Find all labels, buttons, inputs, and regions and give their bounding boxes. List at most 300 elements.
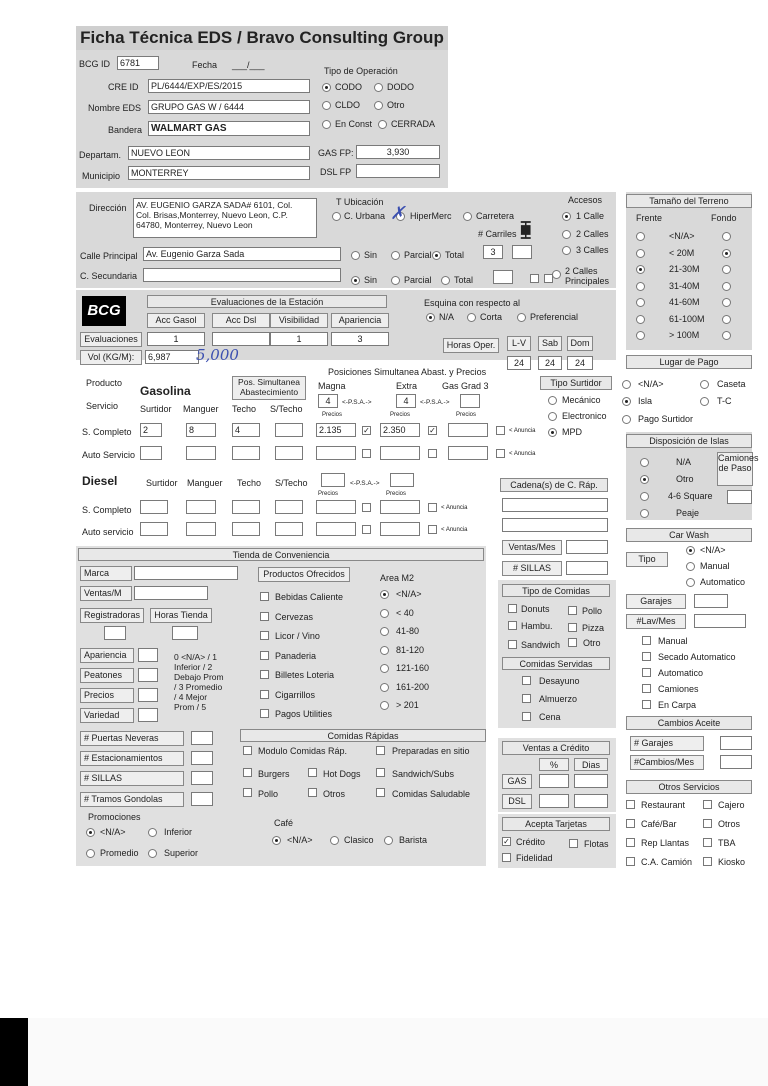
dsl-precios2-label: Precios (386, 491, 407, 497)
estacionamientos-field[interactable] (191, 751, 213, 765)
producto-check-1[interactable] (260, 612, 269, 621)
otro-op-radio[interactable] (374, 101, 383, 110)
variedad-field[interactable] (138, 708, 158, 722)
fondo-radio-2[interactable] (722, 265, 731, 274)
credito-title: Ventas a Crédito (502, 741, 610, 755)
cadena-sillas-label: # SILLAS (502, 561, 562, 576)
cre-id-label: CRE ID (108, 82, 139, 92)
frente-radio-5[interactable] (636, 315, 645, 324)
carriles-field[interactable]: 3 (483, 245, 503, 259)
acc-gasol-header: Acc Gasol (147, 313, 205, 328)
gas-as-manguer[interactable] (186, 446, 216, 460)
pos-sim-header: Pos. Simultanea Abastecimiento (232, 376, 306, 400)
sin-radio-1[interactable] (351, 251, 360, 260)
preparadas-check[interactable] (376, 746, 385, 755)
cena-label: Cena (539, 712, 561, 722)
gas3-precios-label: Precios (456, 412, 477, 418)
dsl-psa-field[interactable] (321, 473, 345, 487)
apariencia-value[interactable]: 3 (331, 332, 389, 346)
magna-psa-label: <-P.S.A.-> (342, 399, 372, 406)
dsl-as-check[interactable] (362, 525, 371, 534)
municipio-label: Municipio (82, 171, 121, 181)
dsl-as-surtidor[interactable] (140, 522, 168, 536)
pago-na-radio[interactable] (622, 380, 631, 389)
total-radio-1[interactable] (432, 251, 441, 260)
credito-gas-dias[interactable] (574, 774, 608, 788)
gas3-precio-field[interactable] (448, 423, 488, 437)
evaluaciones-button[interactable]: Evaluaciones (80, 332, 142, 347)
modulo-label: Modulo Comidas Ráp. (258, 746, 348, 756)
lv-value[interactable]: 24 (507, 356, 531, 370)
dsl-sc-check2[interactable] (428, 503, 437, 512)
aceite-garajes-label: # Garajes (630, 736, 704, 751)
gas-s-completo-label: S. Completo (82, 427, 132, 437)
otros-check-5[interactable] (703, 838, 712, 847)
surtidor-title: Tipo Surtidor (540, 376, 612, 390)
peatones-field[interactable] (138, 668, 158, 682)
total-label-2: Total (454, 275, 474, 285)
pago-tc-radio[interactable] (700, 397, 709, 406)
magna-psa-field[interactable]: 4 (318, 394, 338, 408)
dsl-as-precio2[interactable] (380, 522, 420, 536)
urbana-radio[interactable] (332, 212, 341, 221)
gas-as-surtidor[interactable] (140, 446, 162, 460)
urbana-label: C. Urbana (344, 211, 386, 221)
area-radio-0[interactable] (380, 590, 389, 599)
dsl-manguer-header: Manguer (187, 478, 223, 488)
islas-na-label: N/A (676, 457, 692, 467)
horas-oper-label: Horas Oper. (443, 338, 499, 353)
area-label-5: 161-200 (396, 681, 430, 692)
gas-sc-surtidor[interactable]: 2 (140, 423, 162, 437)
dsl-as-anuncia-label: < Anuncia (441, 527, 468, 533)
dsl-as-check2[interactable] (428, 525, 437, 534)
estacionamientos-label: # Estacionamientos (80, 751, 184, 766)
gas3-psa-field[interactable] (460, 394, 480, 408)
en-const-radio[interactable] (322, 120, 331, 129)
gas-as-techo[interactable] (232, 446, 260, 460)
precios-label: Precios (80, 688, 134, 703)
direccion-field[interactable] (133, 198, 317, 238)
otros-label-2: Café/Bar (641, 819, 677, 829)
hand-check-mark: ✗ (390, 203, 406, 224)
magna-as-precio[interactable] (316, 446, 356, 460)
producto-label: Producto (86, 378, 123, 388)
cadena-field-2[interactable] (502, 518, 608, 532)
area-title: Area M2 (380, 573, 415, 583)
dsl-as-manguer[interactable] (186, 522, 216, 536)
aceite-cambios-field[interactable] (720, 755, 752, 769)
horas-tienda-field[interactable] (172, 626, 198, 640)
cafe-clasico-radio[interactable] (330, 836, 339, 845)
secundaria-carriles-field[interactable] (493, 270, 513, 284)
departam-field[interactable]: NUEVO LEON (128, 146, 310, 160)
fondo-label: Fondo (711, 213, 737, 223)
carwash-check-0[interactable] (642, 636, 651, 645)
otros-check-6[interactable] (626, 857, 635, 866)
carwash-check-4[interactable] (642, 700, 651, 709)
hipermerc-label: HiperMerc (410, 211, 452, 221)
gas3-as-check[interactable] (496, 449, 505, 458)
electronico-radio[interactable] (548, 412, 557, 421)
fidelidad-check[interactable] (502, 853, 511, 862)
islas-peaje-radio[interactable] (640, 509, 649, 518)
pollo-check[interactable] (243, 788, 252, 797)
dsl-as-precio[interactable] (316, 522, 356, 536)
direccion-line-1: AV. EUGENIO GARZA SADA# 6101, Col. (136, 200, 293, 210)
cena-check[interactable] (522, 712, 531, 721)
burgers-check[interactable] (243, 768, 252, 777)
legend-line-2: Inferior / 2 (174, 662, 213, 672)
promo-inferior-label: Inferior (164, 827, 193, 837)
carwash-check-1[interactable] (642, 652, 651, 661)
promo-inferior-radio[interactable] (148, 828, 157, 837)
frente-radio-3[interactable] (636, 282, 645, 291)
producto-check-4[interactable] (260, 670, 269, 679)
carwash-auto-radio[interactable] (686, 578, 695, 587)
islas-square-label: 4-6 Square (668, 491, 713, 501)
desayuno-check[interactable] (522, 676, 531, 685)
municipio-field[interactable]: MONTERREY (128, 166, 310, 180)
producto-check-2[interactable] (260, 631, 269, 640)
cafe-na-radio[interactable] (272, 836, 281, 845)
carwash-manual-label: Manual (700, 561, 730, 571)
dsl-sc-techo[interactable] (232, 500, 260, 514)
cerrada-radio[interactable] (378, 120, 387, 129)
bandera-field[interactable]: WALMART GAS (148, 121, 310, 136)
pago-surtidor-label: Pago Surtidor (638, 414, 694, 424)
gas-surtidor-header: Surtidor (140, 404, 172, 414)
rating-legend (174, 652, 224, 712)
registradoras-field[interactable] (104, 626, 126, 640)
ventas-label: Ventas/M (80, 586, 132, 601)
pollo-tipo-label: Pollo (582, 606, 603, 616)
acc-gasol-value[interactable]: 1 (147, 332, 205, 346)
pago-caseta-label: Caseta (717, 379, 746, 389)
parcial-radio-2[interactable] (391, 276, 400, 285)
credito-gas-pct[interactable] (539, 774, 569, 788)
frente-radio-4[interactable] (636, 298, 645, 307)
magna-header: Magna (318, 381, 346, 391)
dsl-sc-check[interactable] (362, 503, 371, 512)
saludable-check[interactable] (376, 788, 385, 797)
esquina-corta-radio[interactable] (467, 313, 476, 322)
cadena-field-1[interactable] (502, 498, 608, 512)
islas-square-radio[interactable] (640, 492, 649, 501)
precios-field[interactable] (138, 688, 158, 702)
variedad-label: Variedad (80, 708, 134, 723)
tienda-title: Tienda de Conveniencia (78, 548, 484, 561)
otros-check-4[interactable] (626, 838, 635, 847)
area-radio-3[interactable] (380, 646, 389, 655)
sab-header: Sab (538, 336, 562, 351)
fondo-radio-1[interactable] (722, 249, 731, 258)
marca-label: Marca (80, 566, 132, 581)
fondo-radio-5[interactable] (722, 315, 731, 324)
promo-promedio-radio[interactable] (86, 849, 95, 858)
producto-check-6[interactable] (260, 709, 269, 718)
credito-dsl-dias[interactable] (574, 794, 608, 808)
apariencia-field[interactable] (138, 648, 158, 662)
pollo-tipo-check[interactable] (568, 606, 577, 615)
otros-rapidas-check[interactable] (308, 788, 317, 797)
dsl-as-techo[interactable] (232, 522, 260, 536)
parcial-radio-1[interactable] (391, 251, 400, 260)
traffic-light-icon: ⧯ (520, 219, 532, 239)
visibilidad-value[interactable]: 1 (270, 332, 328, 346)
lav-mes-field[interactable] (694, 614, 746, 628)
acceso-3-radio[interactable] (562, 246, 571, 255)
sab-value[interactable]: 24 (538, 356, 562, 370)
fondo-radio-3[interactable] (722, 282, 731, 291)
carwash-check-label-3: Camiones (658, 684, 699, 694)
cldo-label: CLDO (335, 100, 361, 110)
frente-radio-1[interactable] (636, 249, 645, 258)
esquina-pref-radio[interactable] (517, 313, 526, 322)
extra-precios-label: Precios (390, 412, 411, 418)
vol-field[interactable]: 6,987 (145, 350, 199, 364)
producto-label-4: Billetes Loteria (275, 670, 335, 680)
otros-check-1[interactable] (703, 800, 712, 809)
hambu-check[interactable] (508, 621, 517, 630)
secundaria-field[interactable] (143, 268, 341, 282)
carwash-check-label-2: Automatico (658, 668, 704, 678)
otros-check-3[interactable] (703, 819, 712, 828)
fondo-radio-6[interactable] (722, 331, 731, 340)
productos-title: Productos Ofrecidos (258, 567, 350, 582)
camiones-paso-field[interactable] (727, 490, 752, 504)
legend-line-3: Debajo Prom (174, 672, 224, 682)
esquina-title: Esquina con respecto al (424, 298, 521, 308)
gasolina-heading: Gasolina (140, 384, 191, 398)
esquina-pref-label: Preferencial (530, 312, 579, 322)
area-radio-1[interactable] (380, 609, 389, 618)
donuts-check[interactable] (508, 604, 517, 613)
area-label-2: 41-80 (396, 626, 420, 636)
magna-precio-field[interactable]: 2.135 (316, 423, 356, 437)
gas-sc-manguer[interactable]: 8 (186, 423, 216, 437)
dsl-psa2-field[interactable] (390, 473, 414, 487)
calle-principal-field[interactable]: Av. Eugenio Garza Sada (143, 247, 341, 261)
islas-otro-radio[interactable] (640, 475, 649, 484)
gas-as-stecho[interactable] (275, 446, 303, 460)
marca-field[interactable] (134, 566, 238, 580)
dsl-sc-precio[interactable] (316, 500, 356, 514)
pago-surtidor-radio[interactable] (622, 415, 631, 424)
otros-check-7[interactable] (703, 857, 712, 866)
extra-as-precio[interactable] (380, 446, 420, 460)
carriles-extra-field[interactable] (512, 245, 532, 259)
dsl-sc-manguer[interactable] (186, 500, 216, 514)
legend-line-6: Prom / 5 (174, 702, 207, 712)
extra-precio-field[interactable]: 2.350 (380, 423, 420, 437)
acceso-1-label: 1 Calle (576, 211, 605, 221)
area-radio-4[interactable] (380, 664, 389, 673)
pago-isla-radio[interactable] (622, 397, 631, 406)
gas3-anuncia-check[interactable] (496, 426, 505, 435)
extra-as-check[interactable] (428, 449, 437, 458)
total-radio-2[interactable] (441, 276, 450, 285)
credito-gas-label: GAS (502, 774, 532, 789)
bcg-id-field[interactable]: 6781 (117, 56, 159, 70)
magna-precios-label: Precios (322, 412, 343, 418)
frente-radio-2[interactable] (636, 265, 645, 274)
dodo-radio[interactable] (374, 83, 383, 92)
area-radio-6[interactable] (380, 701, 389, 710)
acc-dsl-value[interactable] (212, 332, 270, 346)
garajes-field[interactable] (694, 594, 728, 608)
gas-sc-stecho[interactable] (275, 423, 303, 437)
mpd-radio[interactable] (548, 428, 557, 437)
carwash-manual-radio[interactable] (686, 562, 695, 571)
lv-header: L-V (507, 336, 531, 351)
fondo-radio-0[interactable] (722, 232, 731, 241)
extra-psa-field[interactable]: 4 (396, 394, 416, 408)
producto-check-0[interactable] (260, 592, 269, 601)
parcial-label-2: Parcial (404, 275, 432, 285)
en-const-label: En Const (335, 119, 373, 129)
gas3-as-precio[interactable] (448, 446, 488, 460)
dsl-fp-label: DSL FP (320, 167, 352, 177)
gas-sc-anuncia-label: < Anuncia (509, 428, 536, 434)
dsl-techo-header: Techo (237, 478, 262, 488)
mpd-label: MPD (562, 427, 582, 437)
producto-label-5: Cigarrillos (275, 689, 316, 700)
tienda-sillas-field[interactable] (191, 771, 213, 785)
esquina-na-radio[interactable] (426, 313, 435, 322)
producto-label-2: Licor / Vino (275, 631, 320, 641)
acceso-principales-label: 2 Calles Principales (565, 266, 610, 286)
sandwich-check[interactable] (508, 640, 517, 649)
promo-superior-label: Superior (164, 848, 199, 858)
islas-peaje-label: Peaje (676, 508, 700, 518)
codo-radio[interactable] (322, 83, 331, 92)
dom-value[interactable]: 24 (567, 356, 593, 370)
otros-check-0[interactable] (626, 800, 635, 809)
handwritten-note: 5,000 (196, 346, 239, 364)
dsl-sc-anuncia-label: < Anuncia (441, 505, 468, 511)
producto-check-5[interactable] (260, 690, 269, 699)
hotdogs-check[interactable] (308, 768, 317, 777)
terreno-title: Tamaño del Terreno (626, 194, 752, 208)
otros-rapidas-label: Otros (323, 789, 346, 799)
carwash-na-radio[interactable] (686, 546, 695, 555)
dsl-stecho-header: S/Techo (275, 478, 308, 488)
fondo-radio-4[interactable] (722, 298, 731, 307)
carwash-tipo-label: Tipo (626, 552, 668, 567)
magna-as-check[interactable] (362, 449, 371, 458)
gas-fp-field[interactable]: 3,930 (356, 145, 440, 159)
puertas-field[interactable] (191, 731, 213, 745)
area-radio-2[interactable] (380, 627, 389, 636)
almuerzo-check[interactable] (522, 694, 531, 703)
bandera-label: Bandera (108, 125, 143, 135)
aceite-garajes-field[interactable] (720, 736, 752, 750)
credito-tarjeta-check[interactable]: ✓ (503, 837, 510, 846)
direccion-line-3: 64780, Monterrey, Nuevo Leon (136, 220, 253, 230)
area-radio-5[interactable] (380, 683, 389, 692)
sandwich-subs-check[interactable] (376, 768, 385, 777)
cadena-ventas-field[interactable] (566, 540, 608, 554)
credito-dsl-label: DSL (502, 794, 532, 809)
frente-radio-0[interactable] (636, 232, 645, 241)
carwash-check-2[interactable] (642, 668, 651, 677)
secundaria-check-1[interactable] (530, 274, 539, 283)
cldo-radio[interactable] (322, 101, 331, 110)
area-label-0: <N/A> (396, 589, 422, 599)
pago-tc-label: T-C (717, 396, 732, 406)
nombre-field[interactable]: GRUPO GAS W / 6444 (148, 100, 310, 114)
dsl-fp-field[interactable] (356, 164, 440, 178)
sin-label-2: Sin (364, 275, 378, 285)
cafe-barista-radio[interactable] (384, 836, 393, 845)
flotas-check[interactable] (569, 839, 578, 848)
fidelidad-label: Fidelidad (516, 853, 553, 863)
extra-anuncia-check[interactable]: ✓ (429, 426, 436, 435)
page-title: Ficha Técnica EDS / Bravo Consulting Group (76, 26, 448, 50)
bcg-id-label: BCG ID (79, 59, 111, 69)
pago-caseta-radio[interactable] (700, 380, 709, 389)
cre-id-field[interactable]: PL/6444/EXP/ES/2015 (148, 79, 310, 93)
otro-op-label: Otro (387, 100, 405, 110)
islas-na-radio[interactable] (640, 458, 649, 467)
gas-as-anuncia-label: < Anuncia (509, 451, 536, 457)
dsl-sc-surtidor[interactable] (140, 500, 168, 514)
pizza-check[interactable] (568, 623, 577, 632)
otros-label-1: Cajero (718, 800, 745, 810)
pollo-label: Pollo (258, 789, 279, 799)
fecha-label: Fecha (192, 60, 218, 70)
area-label-4: 121-160 (396, 663, 430, 673)
esquina-na-label: N/A (439, 312, 455, 322)
dsl-sc-stecho[interactable] (275, 500, 303, 514)
legend-line-1: 0 <N/A> / 1 (174, 652, 217, 662)
cadena-sillas-field[interactable] (566, 561, 608, 575)
modulo-check[interactable] (243, 746, 252, 755)
carwash-na-label: <N/A> (700, 545, 726, 555)
otro-comida-check[interactable] (568, 638, 577, 647)
frente-radio-6[interactable] (636, 331, 645, 340)
flotas-label: Flotas (584, 839, 609, 849)
dsl-as-stecho[interactable] (275, 522, 303, 536)
dsl-s-completo-label: S. Completo (82, 505, 132, 515)
acceso-1-radio[interactable] (562, 212, 571, 221)
apariencia-header: Apariencia (331, 313, 389, 328)
mecanico-radio[interactable] (548, 396, 557, 405)
tramos-field[interactable] (191, 792, 213, 806)
saludable-label: Comidas Saludable (392, 789, 471, 799)
promo-na-radio[interactable] (86, 828, 95, 837)
credito-dsl-pct[interactable] (539, 794, 569, 808)
promo-superior-radio[interactable] (148, 849, 157, 858)
departam-label: Departam. (79, 150, 122, 160)
producto-check-3[interactable] (260, 651, 269, 660)
acceso-2-radio[interactable] (562, 230, 571, 239)
carretera-radio[interactable] (463, 212, 472, 221)
fecha-field[interactable]: ___/___ (232, 60, 265, 70)
magna-anuncia-check[interactable]: ✓ (363, 426, 370, 435)
dsl-sc-precio2[interactable] (380, 500, 420, 514)
otros-check-2[interactable] (626, 819, 635, 828)
carwash-check-3[interactable] (642, 684, 651, 693)
acceso-principales-radio[interactable] (552, 270, 561, 279)
ventas-field[interactable] (134, 586, 208, 600)
direccion-label: Dirección (89, 203, 127, 213)
donuts-label: Donuts (521, 604, 550, 614)
terreno-option-5: 61-100M (669, 313, 705, 324)
sin-radio-2[interactable] (351, 276, 360, 285)
gas-sc-techo[interactable]: 4 (232, 423, 260, 437)
